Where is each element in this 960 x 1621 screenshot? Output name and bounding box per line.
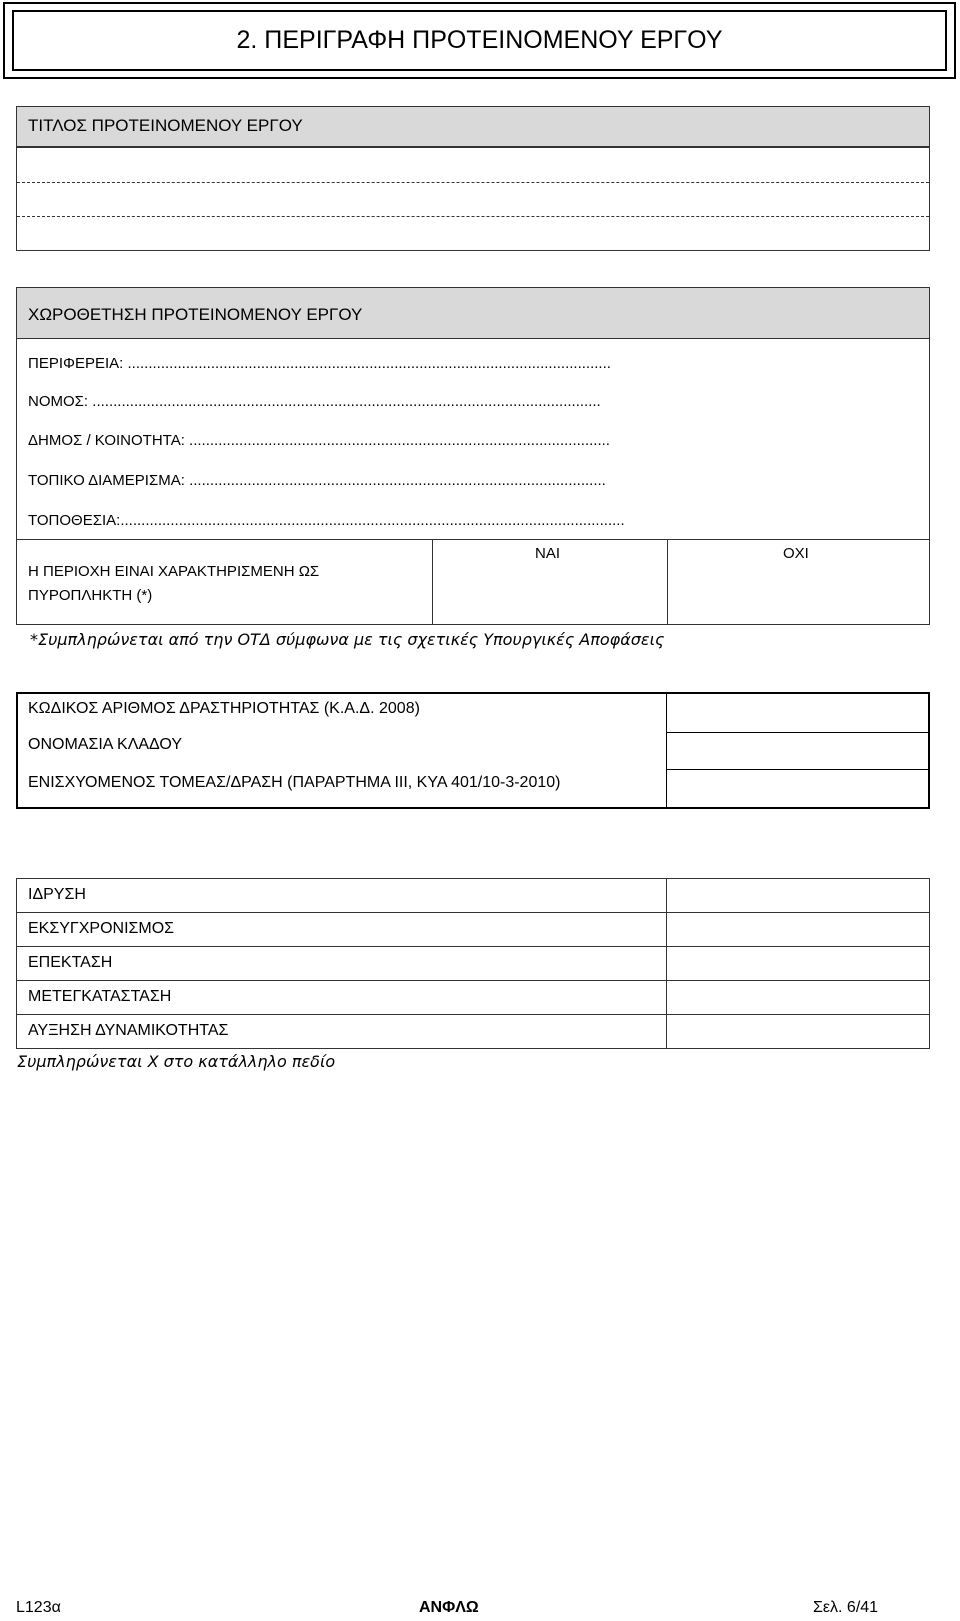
local-district-field[interactable]: ΤΟΠΙΚΟ ΔΙΑΜΕΡΙΣΜΑ: .................................................................................................... <box>28 472 606 489</box>
project-title-field[interactable] <box>16 147 930 251</box>
capacity-increase-checkbox-cell[interactable] <box>667 1015 929 1048</box>
option-modernization: ΕΚΣΥΓΧΡΟΝΙΣΜΟΣ <box>28 920 175 937</box>
no-label: ΟΧΙ <box>783 545 809 562</box>
region-field[interactable]: ΠΕΡΙΦΕΡΕΙΑ: .................................................................................................................... <box>28 355 611 372</box>
municipality-field[interactable]: ΔΗΜΟΣ / ΚΟΙΝΟΤΗΤΑ: ..................................................................................................... <box>28 432 610 449</box>
no-cell[interactable] <box>668 565 929 624</box>
sector-name-field[interactable] <box>668 733 928 768</box>
project-title-header <box>16 106 930 147</box>
footer-org: ΑΝΦΛΩ <box>419 1599 479 1616</box>
prefecture-field[interactable]: ΝΟΜΟΣ: .......................................................................................................................... <box>28 393 601 410</box>
location-label: ΧΩΡΟΘΕΤΗΣΗ ΠΡΟΤΕΙΝΟΜΕΝΟΥ ΕΡΓΟΥ <box>28 305 363 324</box>
project-title-label: ΤΙΤΛΟΣ ΠΡΟΤΕΙΝΟΜΕΝΟΥ ΕΡΓΟΥ <box>28 116 303 135</box>
activity-code-label: ΚΩΔΙΚΟΣ ΑΡΙΘΜΟΣ ΔΡΑΣΤΗΡΙΟΤΗΤΑΣ (Κ.Α.Δ. 2008) <box>28 700 420 717</box>
expansion-checkbox-cell[interactable] <box>667 947 929 980</box>
option-capacity-increase: ΑΥΞΗΣΗ ΔΥΝΑΜΙΚΟΤΗΤΑΣ <box>28 1022 229 1039</box>
site-field[interactable]: ΤΟΠΟΘΕΣΙΑ:......................................................................................................................... <box>28 512 625 529</box>
activity-col-divider <box>666 692 667 809</box>
option-expansion: ΕΠΕΚΤΑΣΗ <box>28 954 113 971</box>
location-header <box>16 287 930 339</box>
option-establishment: ΙΔΡΥΣΗ <box>28 886 86 903</box>
activity-code-field[interactable] <box>668 694 928 731</box>
supported-sector-field[interactable] <box>668 770 928 807</box>
supported-sector-label: ΕΝΙΣΧΥΟΜΕΝΟΣ ΤΟΜΕΑΣ/ΔΡΑΣΗ (ΠΑΡΑΡΤΗΜΑ ΙΙΙ, ΚΥΑ 401/10-3-2010) <box>28 774 561 791</box>
investment-note: Συμπληρώνεται Χ στο κατάλληλο πεδίο <box>17 1052 336 1071</box>
yes-cell[interactable] <box>433 565 666 624</box>
fire-note: *Συμπληρώνεται από την ΟΤΔ σύμφωνα με τις σχετικές Υπουργικές Αποφάσεις <box>30 630 665 649</box>
header-inner-frame <box>12 10 947 71</box>
sector-name-label: ΟΝΟΜΑΣΙΑ ΚΛΑΔΟΥ <box>28 736 182 753</box>
option-relocation: ΜΕΤΕΓΚΑΤΑΣΤΑΣΗ <box>28 988 172 1005</box>
footer-page-number: Σελ. 6/41 <box>813 1599 879 1616</box>
modernization-checkbox-cell[interactable] <box>667 913 929 946</box>
fire-question-line-1: Η ΠΕΡΙΟΧΗ ΕΙΝΑΙ ΧΑΡΑΚΤΗΡΙΣΜΕΝΗ ΩΣ <box>28 563 320 580</box>
project-title-line-2 <box>17 216 929 217</box>
establishment-checkbox-cell[interactable] <box>667 879 929 912</box>
section-title: 2. ΠΕΡΙΓΡΑΦΗ ΠΡΟΤΕΙΝΟΜΕΝΟΥ ΕΡΓΟΥ <box>236 26 723 54</box>
project-title-line-1 <box>17 182 929 183</box>
fire-question-line-2: ΠΥΡΟΠΛΗΚΤΗ (*) <box>28 587 153 604</box>
yes-label: ΝΑΙ <box>535 545 561 562</box>
relocation-checkbox-cell[interactable] <box>667 981 929 1014</box>
footer-code: L123α <box>16 1599 61 1616</box>
